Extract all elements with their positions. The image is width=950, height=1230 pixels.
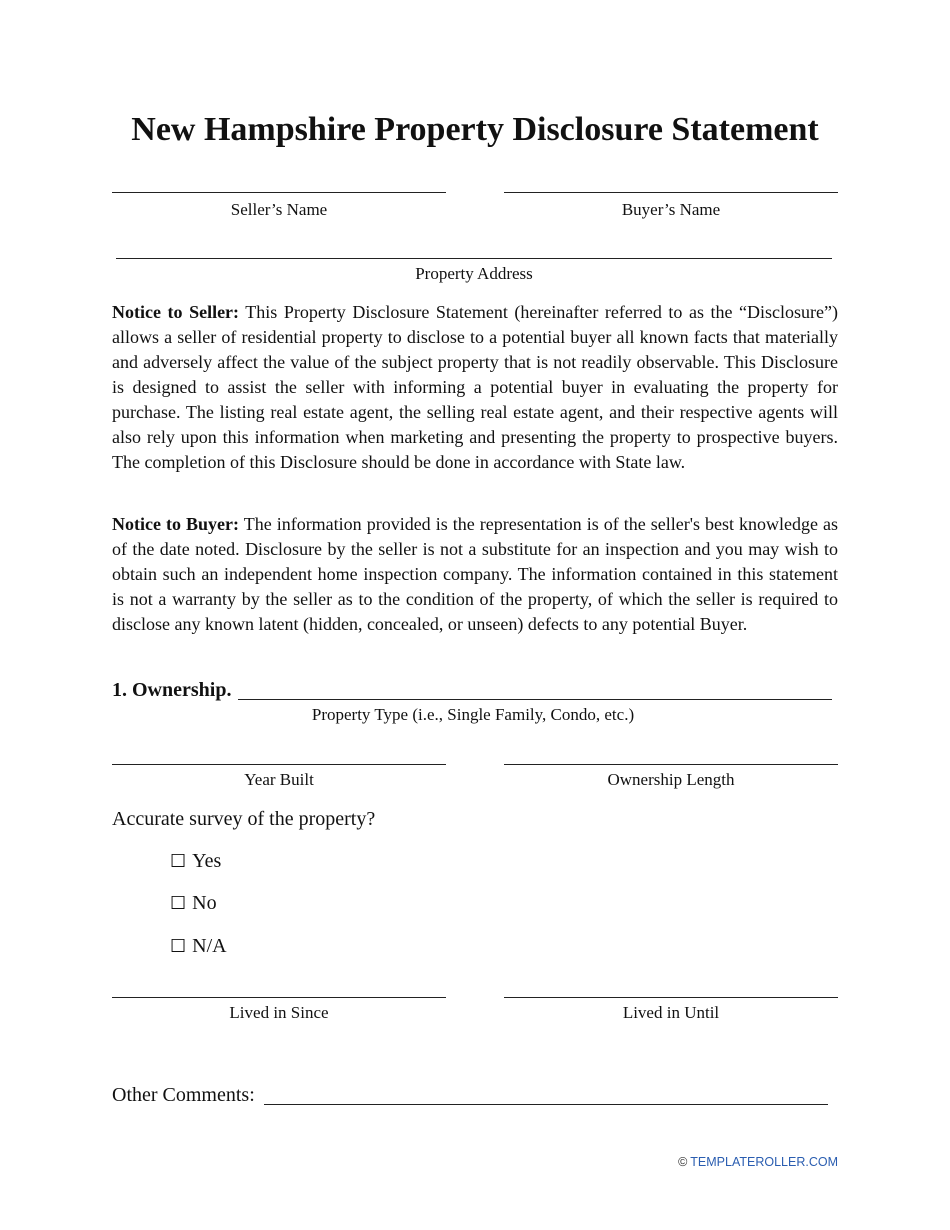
property-type-line[interactable]: [238, 699, 832, 700]
notice-to-buyer-text: The information provided is the representation is of the seller's best knowledge as of the date noted. Disclosure by the seller is not a substitute for an inspection and you may wish to obtain such an independent home inspection company. The information contained in this statement is not a warranty by the seller as to the condition of the property, of which the seller is required to disclose any known latent (hidden, concealed, or unseen) defects to any potential Buyer.: [112, 514, 838, 634]
notice-to-buyer: [112, 512, 838, 637]
ownership-length-line[interactable]: [504, 764, 838, 765]
checkbox-icon[interactable]: ☐: [170, 936, 187, 957]
notice-to-seller-text: This Property Disclosure Statement (hereinafter referred to as the “Disclosure”) allows a seller of residential property to disclose to a potential buyer all known facts that materially and adversely affect the value of the subject property that is not readily observable. This Disclosure is designed to assist the seller with informing a potential buyer in evaluating the property for purchase. The listing real estate agent, the selling real estate agent, and their respective agents will also rely upon this information when marketing and presenting the property to prospective buyers. The completion of this Disclosure should be done in accordance with State law.: [112, 302, 838, 472]
survey-option-na[interactable]: [170, 933, 227, 960]
year-built-label: Year Built: [244, 770, 314, 789]
other-comments-label: Other Comments:: [112, 1084, 255, 1106]
property-address-label: Property Address: [415, 264, 533, 283]
ownership-length-label: Ownership Length: [607, 770, 735, 789]
year-built-line[interactable]: [112, 764, 446, 765]
survey-option-label: Yes: [192, 850, 222, 872]
footer-brand[interactable]: [678, 1155, 838, 1169]
notice-to-buyer-heading: Notice to Buyer:: [112, 514, 239, 534]
checkbox-icon[interactable]: ☐: [170, 893, 187, 914]
survey-question: Accurate survey of the property?: [112, 808, 376, 830]
copyright-symbol: ©: [678, 1155, 688, 1169]
buyer-name-label: Buyer’s Name: [621, 200, 721, 219]
survey-option-label: N/A: [192, 935, 227, 957]
other-comments-line[interactable]: [264, 1104, 828, 1105]
buyer-name-line[interactable]: [504, 192, 838, 193]
footer-link[interactable]: TEMPLATEROLLER.COM: [690, 1155, 838, 1169]
lived-in-since-label: Lived in Since: [229, 1003, 329, 1022]
document-title: New Hampshire Property Disclosure Statement: [131, 111, 819, 148]
seller-name-line[interactable]: [112, 192, 446, 193]
survey-option-no[interactable]: [170, 890, 217, 917]
notice-to-seller: [112, 300, 838, 475]
lived-in-since-line[interactable]: [112, 997, 446, 998]
property-type-label: Property Type (i.e., Single Family, Condo, etc.): [311, 705, 635, 724]
survey-option-label: No: [192, 892, 217, 914]
lived-in-until-line[interactable]: [504, 997, 838, 998]
seller-name-label: Seller’s Name: [230, 200, 328, 219]
notice-to-seller-heading: Notice to Seller:: [112, 302, 240, 322]
survey-option-yes[interactable]: [170, 848, 221, 875]
checkbox-icon[interactable]: ☐: [170, 851, 187, 872]
lived-in-until-label: Lived in Until: [622, 1003, 720, 1022]
property-address-line[interactable]: [116, 258, 832, 259]
section-ownership-heading: 1. Ownership.: [112, 679, 232, 701]
